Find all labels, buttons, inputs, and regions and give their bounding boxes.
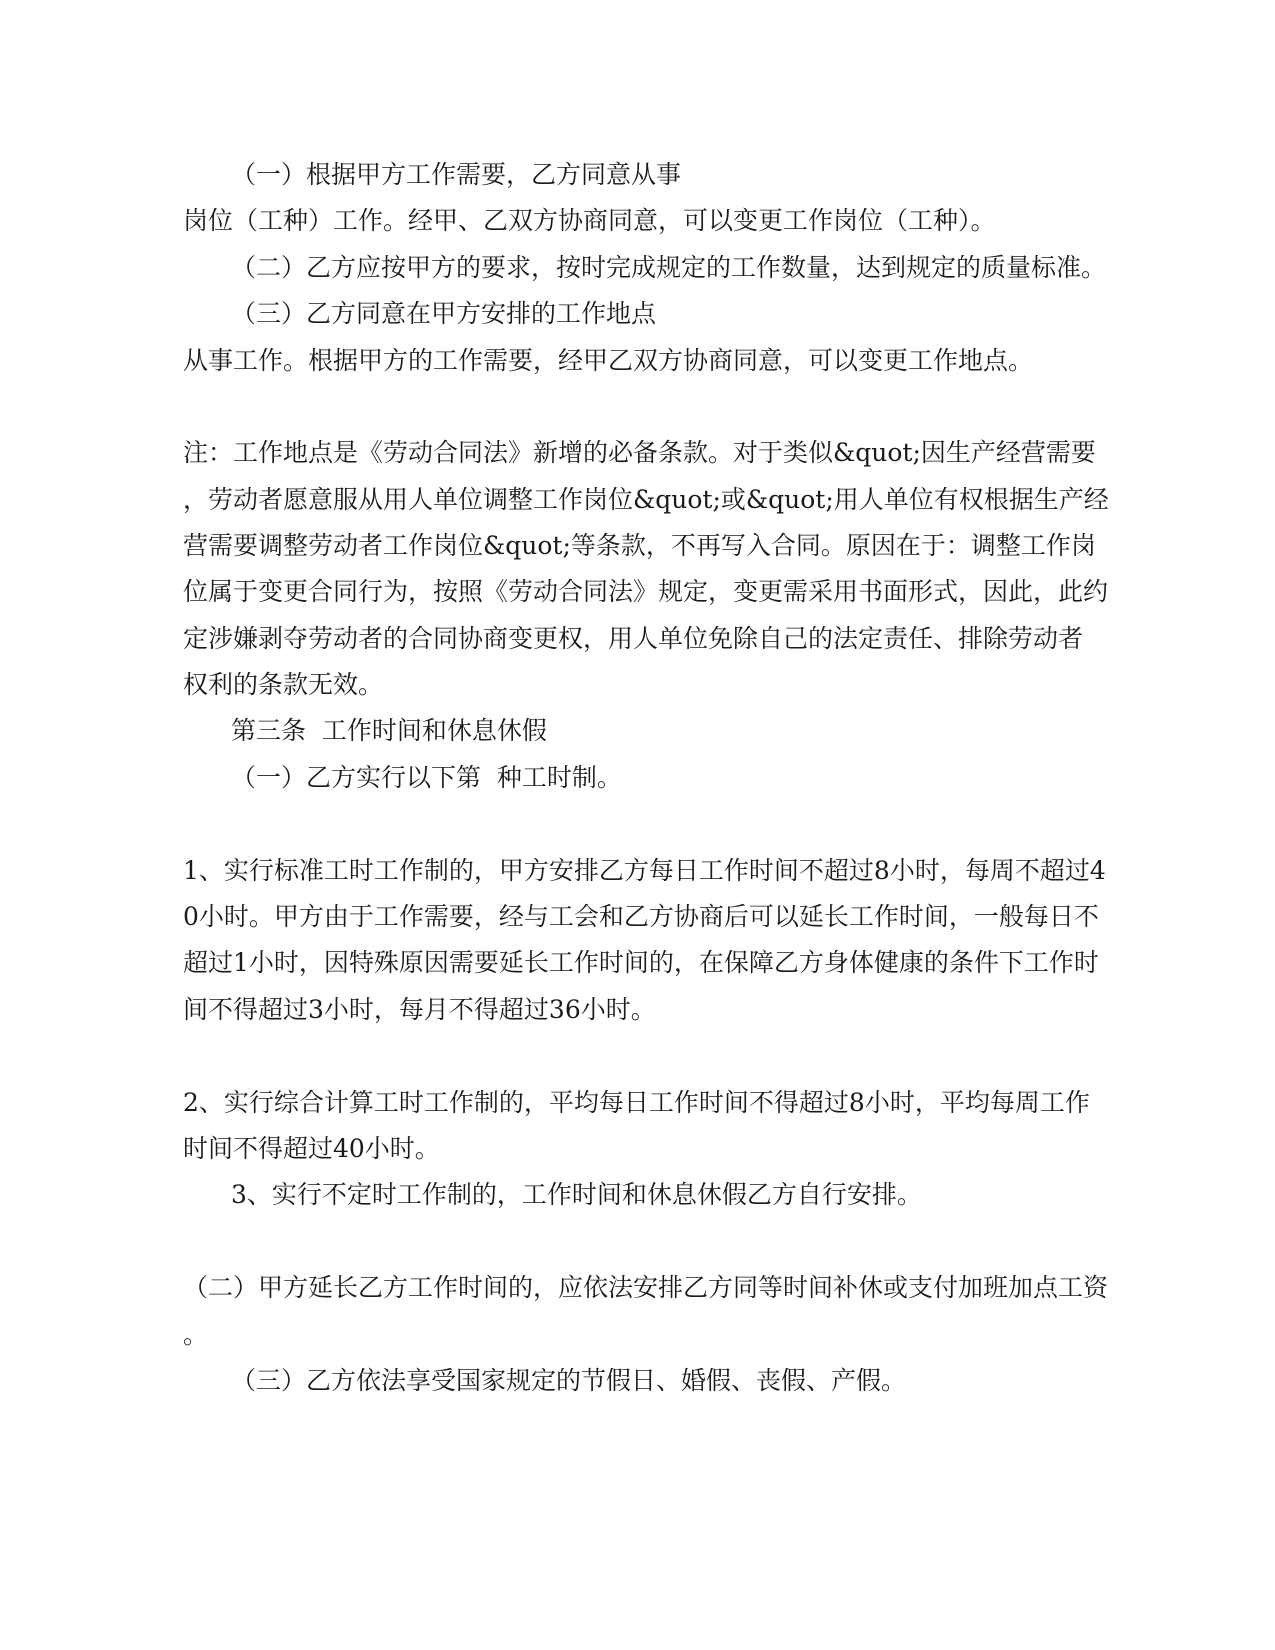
text-line: 。 — [183, 1320, 209, 1349]
text-line: 3、实行不定时工作制的，工作时间和休息休假乙方自行安排。 — [231, 1180, 922, 1209]
text-line: （一）乙方实行以下第 种工时制。 — [231, 763, 622, 792]
note-line: ，劳动者愿意服从用人单位调整工作岗位&quot;或&quot;用人单位有权根据生产经 — [183, 485, 1109, 514]
text-line: 超过1小时，因特殊原因需要延长工作时间的，在保障乙方身体健康的条件下工作时 — [183, 948, 1099, 977]
note-line: 定涉嫌剥夺劳动者的合同协商变更权，用人单位免除自己的法定责任、排除劳动者 — [183, 624, 1084, 653]
text-line: （二）甲方延长乙方工作时间的，应依法安排乙方同等时间补休或支付加班加点工资 — [183, 1273, 1109, 1302]
text-line: 0小时。甲方由于工作需要，经与工会和乙方协商后可以延长工作时间，一般每日不 — [183, 902, 1099, 931]
text-line: （三）乙方同意在甲方安排的工作地点 — [231, 299, 657, 328]
note-line: 注：工作地点是《劳动合同法》新增的必备条款。对于类似&quot;因生产经营需要 — [183, 438, 1096, 467]
text-line: 时间不得超过40小时。 — [183, 1134, 440, 1163]
article-heading: 第三条 工作时间和休息休假 — [231, 716, 547, 745]
text-line: （三）乙方依法享受国家规定的节假日、婚假、丧假、产假。 — [231, 1366, 907, 1395]
text-line: （一）根据甲方工作需要，乙方同意从事 — [231, 160, 682, 189]
text-line: 岗位（工种）工作。经甲、乙双方协商同意，可以变更工作岗位（工种）。 — [183, 206, 996, 235]
text-line: （二）乙方应按甲方的要求，按时完成规定的工作数量，达到规定的质量标准。 — [231, 253, 1107, 282]
note-line: 位属于变更合同行为，按照《劳动合同法》规定，变更需采用书面形式，因此，此约 — [183, 577, 1109, 606]
text-line: 2、实行综合计算工时工作制的，平均每日工作时间不得超过8小时，平均每周工作 — [183, 1088, 1090, 1117]
text-line: 间不得超过3小时，每月不得超过36小时。 — [183, 995, 656, 1024]
note-line: 权利的条款无效。 — [183, 670, 384, 699]
text-line: 1、实行标准工时工作制的，甲方安排乙方每日工作时间不超过8小时，每周不超过4 — [183, 856, 1106, 885]
text-line: 从事工作。根据甲方的工作需要，经甲乙双方协商同意，可以变更工作地点。 — [183, 346, 1034, 375]
note-line: 营需要调整劳动者工作岗位&quot;等条款，不再写入合同。原因在于：调整工作岗 — [183, 531, 1096, 560]
